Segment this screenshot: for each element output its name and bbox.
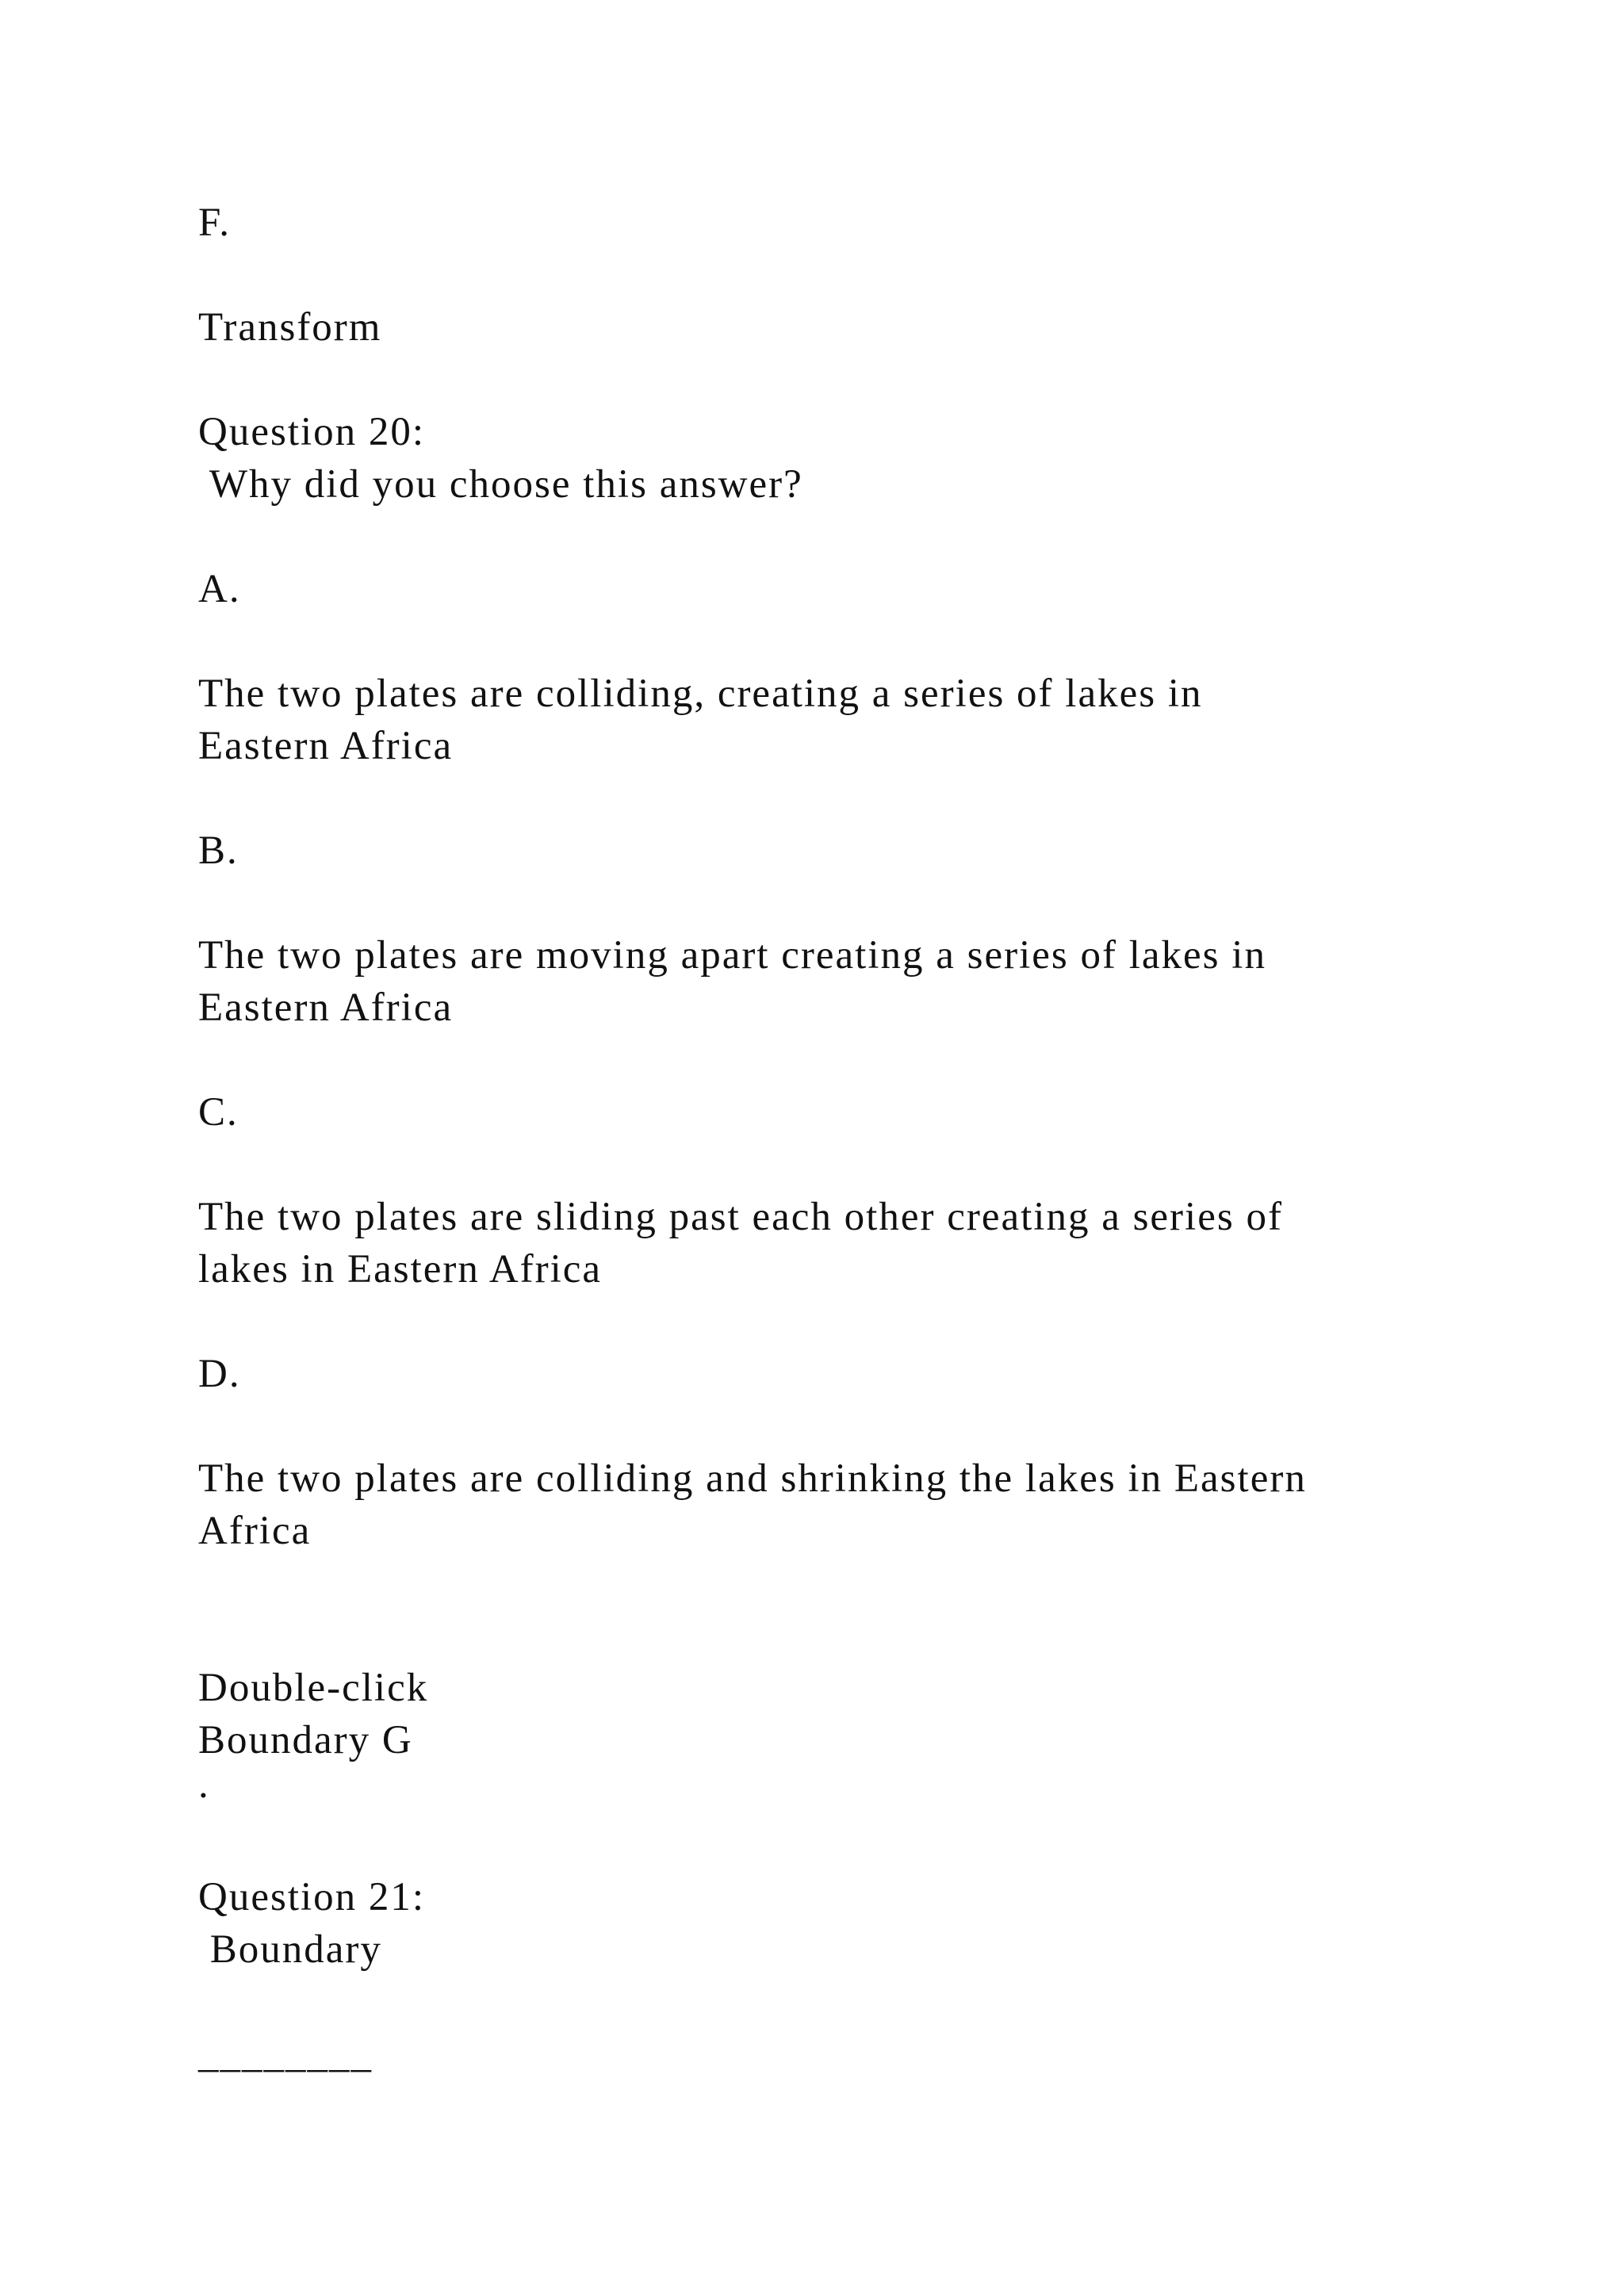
question-20-prompt: Why did you choose this answer? bbox=[198, 462, 803, 507]
question-21-label: Question 21: bbox=[198, 1875, 426, 1919]
option-text-c-line2: lakes in Eastern Africa bbox=[198, 1247, 603, 1292]
option-letter-c: C. bbox=[198, 1090, 239, 1135]
option-letter-d: D. bbox=[198, 1352, 241, 1396]
option-text-f: Transform bbox=[198, 305, 382, 350]
question-21-prompt: Boundary bbox=[198, 1927, 382, 1972]
option-text-b-line2: Eastern Africa bbox=[198, 985, 454, 1030]
option-letter-f: F. bbox=[198, 201, 232, 245]
question-20-label: Question 20: bbox=[198, 410, 426, 454]
option-text-a-line1: The two plates are colliding, creating a series of lakes in bbox=[198, 672, 1203, 716]
option-letter-b: B. bbox=[198, 828, 239, 873]
option-text-a-line2: Eastern Africa bbox=[198, 724, 454, 768]
option-text-d-line1: The two plates are colliding and shrinking the lakes in Eastern bbox=[198, 1456, 1307, 1501]
instruction-line1: Double-click bbox=[198, 1666, 429, 1710]
option-text-c-line1: The two plates are sliding past each other creating a series of bbox=[198, 1195, 1283, 1239]
instruction-line3: . bbox=[198, 1762, 210, 1807]
option-text-d-line2: Africa bbox=[198, 1509, 312, 1553]
option-letter-a: A. bbox=[198, 567, 241, 611]
answer-blank: ________ bbox=[198, 2032, 373, 2076]
option-text-b-line1: The two plates are moving apart creating a series of lakes in bbox=[198, 933, 1266, 978]
instruction-line2: Boundary G bbox=[198, 1718, 413, 1762]
